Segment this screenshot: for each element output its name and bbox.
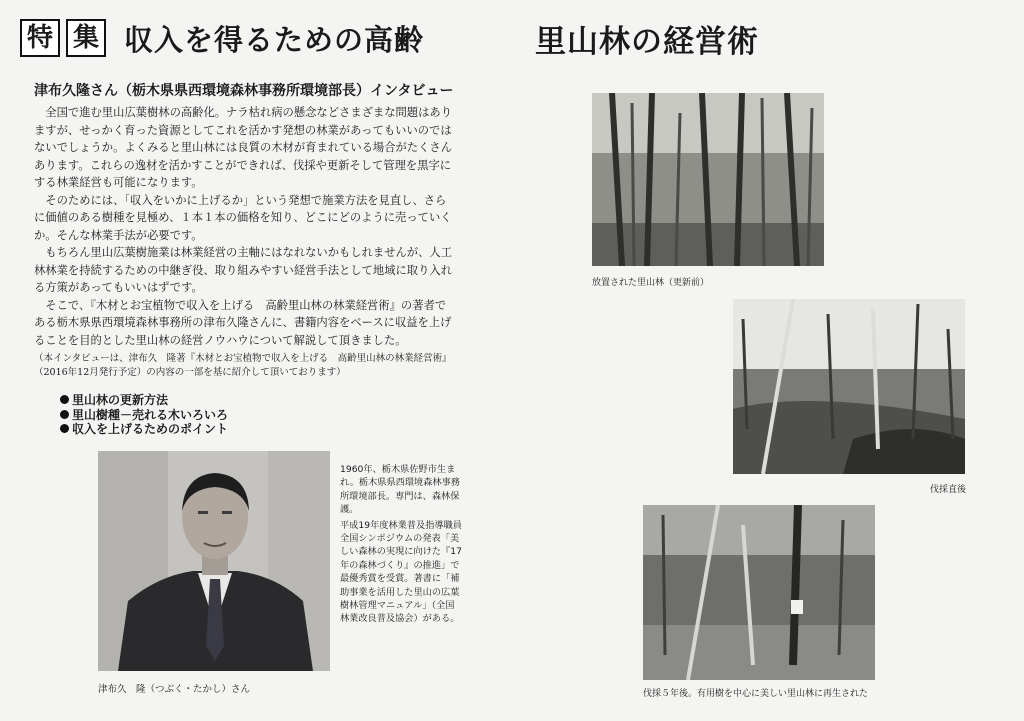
interview-heading: 津布久隆さん（栃木県県西環境森林事務所環境部長）インタビュー: [34, 83, 454, 99]
page-subtitle: 里山林の経営術: [535, 23, 759, 60]
bullet-icon: [60, 410, 69, 419]
list-item: 里山樹種－売れる木いろいろ: [60, 408, 228, 423]
interview-note: [34, 352, 464, 380]
bullet-icon: [60, 424, 69, 433]
list-item: 収入を上げるためのポイント: [60, 422, 228, 437]
portrait-photo: [98, 451, 330, 671]
list-item: 里山林の更新方法: [60, 393, 228, 408]
bullet-icon: [60, 395, 69, 404]
author-bio: [340, 463, 462, 628]
bio-paragraph: 1960年、栃木県佐野市生まれ。栃木県県西環境森林事務所環境部長。専門は、森林保護。: [340, 464, 460, 516]
forest-before-photo: [592, 93, 824, 266]
body-paragraph: もちろん里山広葉樹施業は林業経営の主軸にはなれないかもしれませんが、人工林林業を持続するための中継ぎ役、取り組みやすい経営手法として地域に取り入れる方策があってもいいはずです。: [34, 246, 452, 294]
portrait-caption: 津布久 隆（つぶく・たかし）さん: [98, 684, 251, 695]
body-paragraph: そこで、『木材とお宝植物で収入を上げる 高齢里山林の林業経営術』の著者である栃木県県西環境森林事務所の津布久隆さんに、書籍内容をベースに収益を上げることを目的とした里山林の経営ノウハウについて解説して頂きました。: [34, 298, 452, 347]
key-points-list: [60, 393, 228, 437]
note-line: （本インタビューは、津布久 隆著『木材とお宝植物で収入を上げる 高齢里山林の林業経営術』: [34, 353, 452, 364]
feature-tag-2: 集: [66, 19, 106, 57]
body-paragraph: 全国で進む里山広葉樹林の高齢化。ナラ枯れ病の懸念などさまざまな問題はありますが、せっかく育った資源としてこれを活かす発想の林業があってもいいのではないでしょうか。よくみると里山林には良質の木材が育まれている場合がたくさんあります。これらの逸材を活かすことができれば、伐採や更新そして管理を黒字にする林業経営も可能になります。: [34, 106, 452, 189]
article-body: [34, 104, 452, 349]
bio-paragraph: 平成19年度林業普及指導職員全国シンポジウムの発表「美しい森林の実現に向けた『17年の森林づくり』の推進」で最優秀賞を受賞。著書に「補助事業を活用した里山の広葉樹林管理マニュアル」（全国林業改良普及協会）がある。: [340, 519, 462, 625]
feature-header: [20, 14, 424, 62]
photo-caption-3: 伐採５年後。有用樹を中心に美しい里山林に再生された: [643, 689, 869, 699]
photo-caption-1: 放置された里山林（更新前）: [592, 278, 710, 288]
page-title: 収入を得るための高齢: [124, 22, 425, 57]
feature-tag-1: 特: [20, 19, 60, 57]
forest-cut-photo: [733, 299, 965, 474]
note-line: （2016年12月発行予定）の内容の一部を基に紹介して頂いております）: [34, 367, 346, 378]
photo-caption-2: 伐採直後: [930, 485, 967, 495]
forest-after-photo: [643, 505, 875, 680]
body-paragraph: そのためには、「収入をいかに上げるか」という発想で施業方法を見直し、さらに価値のある樹種を見極め、１本１本の価格を知り、どこにどのように売っていくか。そんな林業手法が必要です。: [34, 193, 452, 242]
